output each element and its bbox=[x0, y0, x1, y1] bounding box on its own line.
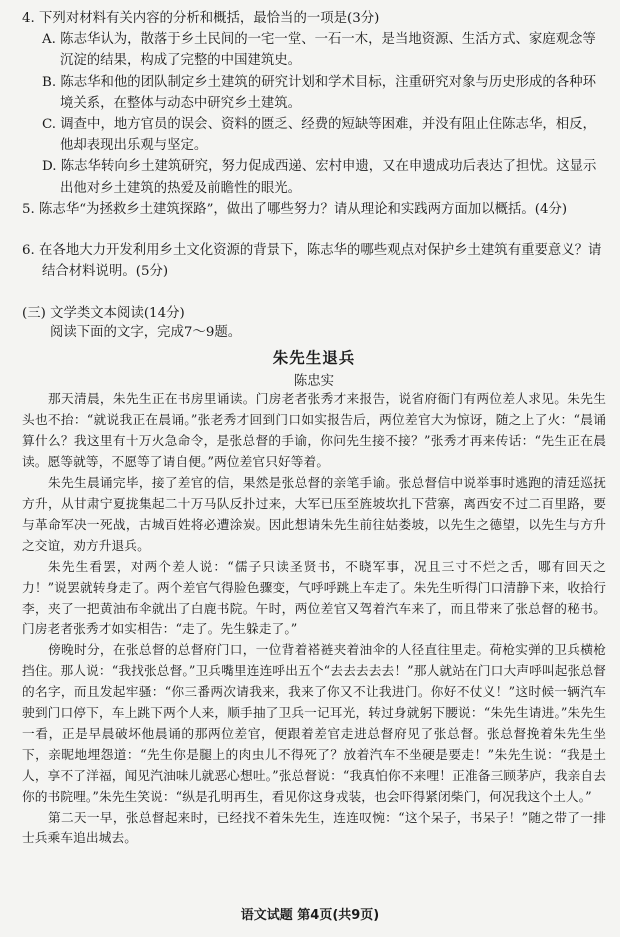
option-a: A. 陈志华认为，散落于乡土民间的一宅一堂、一石一木，是当地资源、生活方式、家庭观念等沉淀的结果，构成了完整的中国建筑史。 bbox=[42, 32, 596, 69]
question-5-stem: 5. 陈志华“为拯救乡土建筑探路”，做出了哪些努力？请从理论和实践两方面加以概括。(4分) bbox=[22, 201, 568, 217]
story-title: 朱先生退兵 bbox=[272, 348, 356, 368]
story-author: 陈忠实 bbox=[293, 374, 335, 390]
section-title: (三) 文学类文本阅读(14分) bbox=[22, 306, 185, 322]
option-d: D. 陈志华转向乡土建筑研究，努力促成西递、宏村申遗，又在申遗成功后表达了担忧。这显示出他对乡土建筑的热爱及前瞻性的眼光。 bbox=[42, 159, 597, 196]
story-paragraph: 第二天一早，张总督起来时，已经找不着朱先生，连连叹惋：“这个呆子，书呆子！”随之带了一排士兵乘车追出城去。 bbox=[22, 809, 606, 846]
story-body bbox=[22, 389, 606, 849]
section-instruction: 阅读下面的文字，完成7～9题。 bbox=[50, 325, 242, 341]
spacer bbox=[22, 282, 606, 296]
story-paragraph: 那天清晨，朱先生正在书房里诵读。门房老者张秀才来报告，说省府衙门有两位差人求见。朱先生头也不抬：“就说我正在晨诵。”张老秀才回到门口如实报告后，两位差官大为惊讶，随之上了火：“晨诵算什么？我这里有十万火急命令，是张总督的手谕，你问先生接不接？”张秀才再来传话：“先生正在晨读。愿等就等，不愿等了请自便。”两位差官只好等着。 bbox=[22, 391, 606, 470]
question-5 bbox=[22, 199, 606, 220]
question-4 bbox=[22, 8, 606, 199]
story-paragraph: 朱先生看罢，对两个差人说：“儒子只读圣贤书，不晓军事，况且三寸不烂之舌，哪有回天之力！”说罢就转身走了。两个差官气得脸色骤变，气呼呼跳上车走了。朱先生听得门口清静下来，收拾行李，夹了一把黄油布伞就出了白鹿书院。午时，两位差官又驾着汽车来了，而且带来了张总督的秘书。门房老者张秀才如实相告：“走了。先生躲走了。” bbox=[22, 558, 606, 637]
question-6 bbox=[22, 240, 606, 282]
page-footer: 语文试题 第4页(共9页) bbox=[240, 908, 380, 923]
spacer bbox=[22, 220, 606, 240]
story-paragraph: 朱先生晨诵完毕，接了差官的信，果然是张总督的亲笔手谕。张总督信中说举事时逃跑的清廷巡抚方升，从甘肃宁夏拢集起二十万马队反扑过来，大军已压至旌坡坎扎下营寨，离西安不过二百里路，要与革命军决一死战，古城百姓将必遭涂炭。因此想请朱先生前往姑娄坡，以先生之德望，以先生与方升之交谊，劝方升退兵。 bbox=[22, 475, 606, 553]
story-paragraph: 傍晚时分，在张总督的总督府门口，一位背着褡裢夹着油伞的人径直往里走。荷枪实弹的卫兵横枪挡住。那人说：“我找张总督。”卫兵嘴里连连呼出五个“去去去去去！”那人就站在门口大声呼叫起张总督的名字，而且发起牢骚：“你三番两次请我来，我来了你又不让我进门。你好不仗义！”这时候一辆汽车驶到门口停下，车上跳下两个人来，顺手抽了卫兵一记耳光，转过身就躬下腰说：“朱先生请进。”朱先生一看，正是早晨破坏他晨诵的那两位差官，便跟着差官走进总督府见了张总督。张总督挽着朱先生坐下，亲昵地埋怨道：“先生你是腿上的肉虫儿不得死了？放着汽车不坐硬是要走！”朱先生说：“我是土人，享不了洋福，闻见汽油味儿就恶心想吐。”张总督说：“我真怕你不来哩！正准备三顾茅庐，我亲自去你的书院哩。”朱先生笑说：“纵是孔明再生，看见你这身戎装，也会吓得紧闭柴门，何况我这个土人。” bbox=[22, 642, 606, 804]
option-b: B. 陈志华和他的团队制定乡土建筑的研究计划和学术目标，注重研究对象与历史形成的各种环境关系，在整体与动态中研究乡土建筑。 bbox=[42, 74, 596, 111]
question-4-stem: 4. 下列对材料有关内容的分析和概括，最恰当的一项是(3分) bbox=[22, 11, 380, 26]
question-6-stem: 6. 在各地大力开发利用乡土文化资源的背景下，陈志华的哪些观点对保护乡土建筑有重要意义？请结合材料说明。(5分) bbox=[22, 243, 602, 280]
option-c: C. 调查中，地方官员的误会、资料的匮乏、经费的短缺等困难，并没有阻止住陈志华，相反，他却表现出乐观与坚定。 bbox=[42, 117, 596, 154]
